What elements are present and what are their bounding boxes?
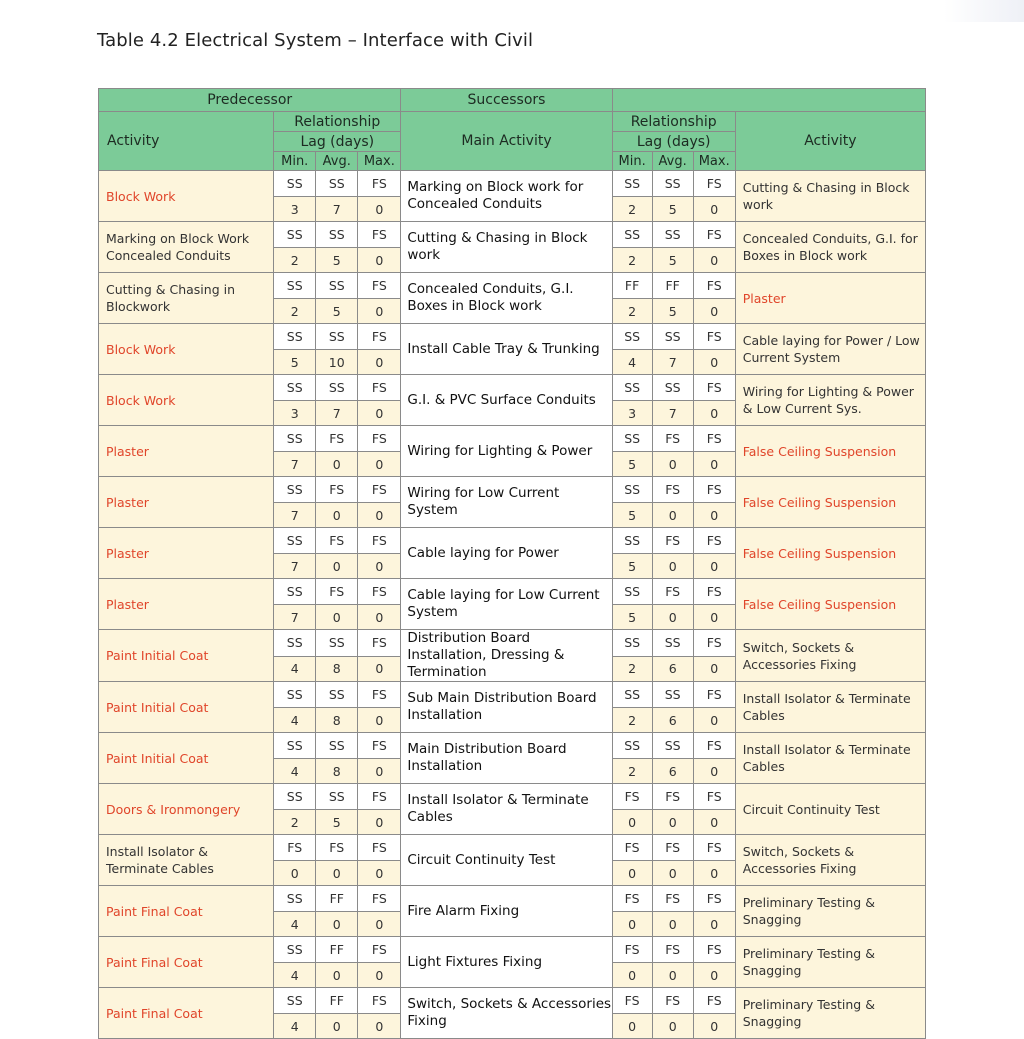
succ-lag-cell: 5 [652,299,693,324]
pred-lag-cell: 4 [274,759,316,784]
pred-lag-cell: 8 [316,708,358,733]
main-activity: Marking on Block work for Concealed Conduits [401,171,612,222]
pred-lag-cell: 0 [358,452,401,477]
succ-relationship-cell: FS [652,886,693,912]
pred-relationship-cell: SS [274,682,316,708]
succ-lag-cell: 0 [693,503,735,528]
table-row [99,477,926,503]
succ-lag-cell: 0 [693,1014,735,1039]
main-activity: Cutting & Chasing in Block work [401,222,612,273]
predecessor-activity: Plaster [99,477,274,528]
table-row [99,579,926,605]
main-activity: Fire Alarm Fixing [401,886,612,937]
succ-relationship-cell: SS [652,682,693,708]
pred-lag-cell: 0 [358,197,401,222]
succ-relationship-cell: SS [652,630,693,657]
main-activity: Cable laying for Low Current System [401,579,612,630]
pred-relationship-cell: FS [358,630,401,657]
succ-lag-cell: 0 [693,963,735,988]
succ-relationship-cell: FS [612,835,652,861]
pred-relationship-cell: FS [358,273,401,299]
succ-max-header: Max. [693,152,735,171]
successor-activity: False Ceiling Suspension [735,426,925,477]
succ-relationship-cell: FS [652,784,693,810]
succ-lag-cell: 0 [612,861,652,886]
table-body [99,171,926,1039]
succ-relationship-cell: FS [693,784,735,810]
pred-relationship-cell: SS [274,937,316,963]
pred-lag-cell: 0 [274,861,316,886]
main-activity: Distribution Board Installation, Dressing & Termination [401,630,612,682]
table-row [99,324,926,350]
succ-relationship-cell: FS [612,988,652,1014]
pred-relationship-cell: SS [316,375,358,401]
succ-lag-cell: 5 [652,248,693,273]
succ-lag-cell: 0 [652,912,693,937]
pred-relationship-cell: SS [316,273,358,299]
predecessor-header: Predecessor [99,89,401,112]
pred-relationship-cell: FF [316,886,358,912]
pred-lag-cell: 0 [358,1014,401,1039]
interface-table [98,88,926,1039]
pred-relationship-cell: FF [316,988,358,1014]
pred-lag-cell: 0 [358,656,401,682]
pred-lag-cell: 0 [316,912,358,937]
succ-lag-cell: 7 [652,401,693,426]
pred-lag-cell: 0 [358,708,401,733]
succ-relationship-cell: FS [612,937,652,963]
successor-activity: Preliminary Testing & Snagging [735,937,925,988]
succ-relationship-cell: SS [652,733,693,759]
pred-relationship-cell: FS [358,937,401,963]
pred-lag-cell: 8 [316,759,358,784]
pred-relationship-cell: SS [274,426,316,452]
pred-relationship-cell: SS [274,733,316,759]
pred-lag-cell: 0 [358,248,401,273]
succ-lag-cell: 0 [612,963,652,988]
succ-relationship-cell: FS [652,477,693,503]
pred-relationship-cell: FS [316,528,358,554]
succ-relationship-cell: SS [612,682,652,708]
pred-lag-cell: 2 [274,810,316,835]
succ-lag-cell: 5 [652,197,693,222]
succ-lag-cell: 0 [652,810,693,835]
succ-relationship-cell: FS [693,528,735,554]
succ-lag-cell: 0 [612,810,652,835]
main-activity: Install Isolator & Terminate Cables [401,784,612,835]
succ-lag-cell: 0 [693,248,735,273]
successor-activity: False Ceiling Suspension [735,477,925,528]
table-row [99,682,926,708]
pred-relationship-cell: FS [316,477,358,503]
predecessor-activity: Marking on Block Work Concealed Conduits [99,222,274,273]
pred-relationship-cell: SS [274,477,316,503]
succ-relationship-cell: SS [652,171,693,197]
pred-relationship-cell: SS [274,324,316,350]
pred-relationship-cell: SS [274,528,316,554]
pred-relationship-cell: FS [358,528,401,554]
successor-activity: Concealed Conduits, G.I. for Boxes in Block work [735,222,925,273]
predecessor-activity: Block Work [99,171,274,222]
successor-activity: False Ceiling Suspension [735,579,925,630]
succ-relationship-cell: FS [693,682,735,708]
succ-relationship-cell: FS [693,835,735,861]
pred-relationship-cell: SS [316,222,358,248]
succ-lag-cell: 0 [693,861,735,886]
successor-activity: Plaster [735,273,925,324]
pred-relationship-header: Relationship [274,112,401,132]
table-row [99,886,926,912]
main-activity: Light Fixtures Fixing [401,937,612,988]
succ-lag-cell: 0 [693,810,735,835]
successors-header: Successors [401,89,612,112]
pred-relationship-cell: FS [316,426,358,452]
pred-relationship-cell: FS [316,835,358,861]
predecessor-activity: Doors & Ironmongery [99,784,274,835]
table-row [99,222,926,248]
succ-lag-cell: 2 [612,708,652,733]
pred-lag-cell: 0 [358,912,401,937]
main-activity-header: Main Activity [401,112,612,171]
pred-relationship-cell: FS [358,324,401,350]
succ-lag-cell: 0 [652,605,693,630]
pred-relationship-cell: FS [358,426,401,452]
pred-relationship-cell: SS [274,784,316,810]
main-activity: Switch, Sockets & Accessories Fixing [401,988,612,1039]
succ-lag-cell: 0 [652,1014,693,1039]
pred-relationship-cell: FS [358,835,401,861]
pred-relationship-cell: FS [358,733,401,759]
succ-lag-cell: 0 [652,861,693,886]
pred-lag-cell: 0 [358,810,401,835]
succ-lag-cell: 2 [612,656,652,682]
main-activity: Install Cable Tray & Trunking [401,324,612,375]
pred-lag-cell: 8 [316,656,358,682]
table-row [99,171,926,197]
succ-lag-cell: 0 [652,452,693,477]
pred-lag-cell: 5 [316,299,358,324]
succ-relationship-cell: SS [612,579,652,605]
succ-min-header: Min. [612,152,652,171]
succ-activity-header: Activity [735,112,925,171]
pred-lag-cell: 0 [316,554,358,579]
pred-max-header: Max. [358,152,401,171]
succ-lag-cell: 4 [612,350,652,375]
succ-relationship-cell: FS [652,426,693,452]
pred-relationship-cell: FS [358,682,401,708]
pred-lag-cell: 2 [274,299,316,324]
predecessor-activity: Paint Initial Coat [99,682,274,733]
successor-activity: Install Isolator & Terminate Cables [735,682,925,733]
page-corner-shade [944,0,1024,22]
pred-relationship-cell: FS [358,988,401,1014]
pred-lag-cell: 0 [358,861,401,886]
pred-relationship-cell: SS [316,682,358,708]
successor-activity: Switch, Sockets & Accessories Fixing [735,630,925,682]
succ-lag-cell: 0 [693,912,735,937]
pred-lag-cell: 7 [274,452,316,477]
succ-relationship-cell: FS [612,784,652,810]
table-row [99,733,926,759]
predecessor-activity: Block Work [99,324,274,375]
table-row [99,988,926,1014]
succ-lag-cell: 0 [612,1014,652,1039]
succ-lag-cell: 5 [612,452,652,477]
successor-activity: Cable laying for Power / Low Current System [735,324,925,375]
succ-lag-cell: 0 [693,554,735,579]
pred-lag-cell: 5 [316,248,358,273]
pred-lag-cell: 7 [316,197,358,222]
pred-relationship-cell: FS [358,477,401,503]
succ-lag-cell: 0 [693,197,735,222]
pred-lag-cell: 4 [274,963,316,988]
pred-lag-cell: 0 [358,503,401,528]
succ-lag-cell: 0 [693,759,735,784]
succ-relationship-cell: FS [693,733,735,759]
pred-lag-cell: 2 [274,248,316,273]
succ-relationship-cell: SS [652,324,693,350]
succ-lag-cell: 5 [612,605,652,630]
succ-lag-cell: 2 [612,299,652,324]
succ-lag-cell: 0 [652,963,693,988]
pred-relationship-cell: SS [274,273,316,299]
pred-relationship-cell: SS [274,630,316,657]
succ-relationship-cell: FS [693,988,735,1014]
predecessor-activity: Plaster [99,528,274,579]
succ-relationship-cell: FS [693,579,735,605]
succ-relationship-cell: FS [693,375,735,401]
main-activity: Wiring for Lighting & Power [401,426,612,477]
successor-activity: Preliminary Testing & Snagging [735,988,925,1039]
table-row [99,630,926,657]
succ-relationship-cell: FS [612,886,652,912]
pred-lag-cell: 10 [316,350,358,375]
succ-lag-cell: 0 [693,605,735,630]
succ-avg-header: Avg. [652,152,693,171]
pred-min-header: Min. [274,152,316,171]
pred-lag-cell: 4 [274,912,316,937]
pred-lag-cell: 3 [274,401,316,426]
pred-lag-cell: 0 [316,452,358,477]
predecessor-activity: Paint Final Coat [99,988,274,1039]
succ-lag-cell: 5 [612,503,652,528]
succ-lag-cell: 5 [612,554,652,579]
predecessor-activity: Plaster [99,426,274,477]
succ-relationship-cell: SS [612,426,652,452]
main-activity: Cable laying for Power [401,528,612,579]
table-row [99,426,926,452]
pred-relationship-cell: FS [358,784,401,810]
succ-relationship-cell: SS [652,222,693,248]
pred-lag-cell: 0 [358,963,401,988]
table-row [99,784,926,810]
successors-header-blank [612,89,925,112]
succ-relationship-cell: SS [612,733,652,759]
successor-activity: Circuit Continuity Test [735,784,925,835]
pred-lag-cell: 0 [358,605,401,630]
pred-avg-header: Avg. [316,152,358,171]
succ-relationship-cell: SS [612,324,652,350]
table-title: Table 4.2 Electrical System – Interface with Civil [97,30,534,51]
succ-relationship-cell: FS [652,579,693,605]
succ-relationship-cell: FS [693,630,735,657]
succ-lag-cell: 0 [652,554,693,579]
pred-lag-cell: 4 [274,656,316,682]
pred-relationship-cell: SS [316,733,358,759]
succ-relationship-cell: SS [652,375,693,401]
succ-lag-cell: 0 [693,452,735,477]
succ-relationship-cell: SS [612,477,652,503]
succ-lag-cell: 0 [693,708,735,733]
predecessor-activity: Paint Initial Coat [99,630,274,682]
pred-relationship-cell: SS [274,886,316,912]
pred-relationship-cell: SS [316,630,358,657]
pred-relationship-cell: FS [316,579,358,605]
succ-relationship-cell: FS [693,324,735,350]
pred-lag-cell: 5 [274,350,316,375]
pred-relationship-cell: FS [274,835,316,861]
successor-activity: Switch, Sockets & Accessories Fixing [735,835,925,886]
pred-relationship-cell: FS [358,579,401,605]
succ-lag-cell: 3 [612,401,652,426]
main-activity: Sub Main Distribution Board Installation [401,682,612,733]
pred-relationship-cell: FS [358,222,401,248]
pred-lag-cell: 0 [316,503,358,528]
pred-lag-cell: 0 [358,350,401,375]
succ-relationship-cell: FF [652,273,693,299]
succ-relationship-cell: FS [693,477,735,503]
succ-lag-cell: 2 [612,248,652,273]
table-row [99,937,926,963]
predecessor-activity: Cutting & Chasing in Blockwork [99,273,274,324]
succ-lag-cell: 0 [693,350,735,375]
pred-relationship-cell: SS [316,784,358,810]
succ-relationship-cell: FF [612,273,652,299]
succ-relationship-cell: FS [652,835,693,861]
succ-lag-cell: 7 [652,350,693,375]
pred-lag-cell: 7 [316,401,358,426]
pred-relationship-cell: SS [316,324,358,350]
succ-relationship-cell: FS [693,222,735,248]
pred-lag-cell: 4 [274,708,316,733]
successor-activity: False Ceiling Suspension [735,528,925,579]
pred-relationship-cell: SS [274,988,316,1014]
main-activity: G.I. & PVC Surface Conduits [401,375,612,426]
predecessor-activity: Install Isolator & Terminate Cables [99,835,274,886]
succ-relationship-cell: FS [652,528,693,554]
pred-lag-cell: 0 [358,299,401,324]
predecessor-activity: Paint Final Coat [99,886,274,937]
main-activity: Circuit Continuity Test [401,835,612,886]
succ-lag-cell: 0 [652,503,693,528]
pred-lag-cell: 0 [358,759,401,784]
pred-relationship-cell: FS [358,375,401,401]
successor-activity: Cutting & Chasing in Block work [735,171,925,222]
main-activity: Concealed Conduits, G.I. Boxes in Block work [401,273,612,324]
main-activity: Main Distribution Board Installation [401,733,612,784]
pred-lag-cell: 0 [316,861,358,886]
pred-lag-cell: 7 [274,605,316,630]
succ-lag-cell: 6 [652,708,693,733]
predecessor-activity: Paint Final Coat [99,937,274,988]
table-row [99,273,926,299]
succ-lag-cell: 6 [652,759,693,784]
succ-relationship-cell: SS [612,630,652,657]
succ-relationship-header: Relationship [612,112,735,132]
pred-lag-cell: 3 [274,197,316,222]
table-row [99,375,926,401]
succ-relationship-cell: SS [612,171,652,197]
succ-relationship-cell: FS [652,988,693,1014]
succ-relationship-cell: FS [693,273,735,299]
pred-activity-header: Activity [99,112,274,171]
succ-lag-cell: 6 [652,656,693,682]
pred-lag-cell: 0 [358,401,401,426]
succ-lag-cell: 0 [693,401,735,426]
pred-relationship-cell: FS [358,886,401,912]
table-row [99,835,926,861]
predecessor-activity: Paint Initial Coat [99,733,274,784]
pred-lag-cell: 5 [316,810,358,835]
predecessor-activity: Block Work [99,375,274,426]
pred-lag-cell: 0 [316,963,358,988]
succ-relationship-cell: FS [693,426,735,452]
pred-relationship-cell: SS [274,375,316,401]
pred-relationship-cell: FS [358,171,401,197]
main-activity: Wiring for Low Current System [401,477,612,528]
pred-lag-cell: 4 [274,1014,316,1039]
succ-relationship-cell: FS [693,886,735,912]
successor-activity: Preliminary Testing & Snagging [735,886,925,937]
succ-lag-cell: 2 [612,759,652,784]
pred-relationship-cell: SS [316,171,358,197]
succ-lag-cell: 2 [612,197,652,222]
successor-activity: Install Isolator & Terminate Cables [735,733,925,784]
pred-lag-cell: 0 [316,605,358,630]
succ-lag-cell: 0 [693,299,735,324]
pred-relationship-cell: SS [274,222,316,248]
pred-lag-cell: 7 [274,554,316,579]
pred-relationship-cell: SS [274,171,316,197]
succ-lag-cell: 0 [693,656,735,682]
succ-relationship-cell: FS [693,171,735,197]
table-row [99,528,926,554]
succ-lag-header: Lag (days) [612,132,735,152]
predecessor-activity: Plaster [99,579,274,630]
succ-relationship-cell: SS [612,375,652,401]
succ-relationship-cell: SS [612,222,652,248]
pred-lag-cell: 0 [358,554,401,579]
successor-activity: Wiring for Lighting & Power & Low Current Sys. [735,375,925,426]
pred-relationship-cell: SS [274,579,316,605]
succ-relationship-cell: FS [652,937,693,963]
succ-relationship-cell: FS [693,937,735,963]
pred-lag-cell: 7 [274,503,316,528]
pred-lag-cell: 0 [316,1014,358,1039]
succ-lag-cell: 0 [612,912,652,937]
succ-relationship-cell: SS [612,528,652,554]
pred-relationship-cell: FF [316,937,358,963]
pred-lag-header: Lag (days) [274,132,401,152]
